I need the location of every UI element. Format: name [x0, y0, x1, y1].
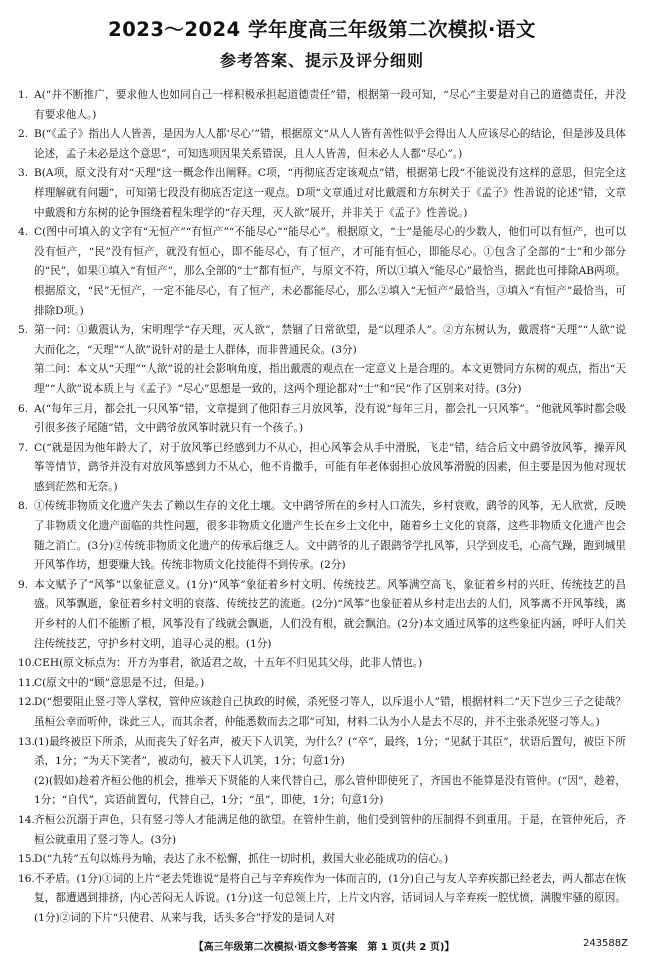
answer-item	[18, 674, 626, 694]
page-footer	[0, 938, 648, 953]
answer-body	[34, 223, 626, 321]
answer-body	[34, 674, 626, 694]
answer-text: (1)最终被臣下所杀，从而丧失了好名声，被天下人讥笑，为什么？(“卒”，最终，1分；“见弑于其臣”，状语后置句，被臣下所杀，1分；“为天下笑者”，被动句，被天下人讥笑，1分；句意1分)	[34, 735, 626, 768]
answer-number: 9.	[18, 578, 29, 591]
answer-body	[34, 86, 626, 125]
answer-text: ①传统非物质文化遗产失去了赖以生存的文化土壤。文中鹞爷所在的乡村人口流失，乡村衰败，鹞爷的风筝，无人欣赏，反映了非物质文化遗产面临的共性问题，很多非物质文化遗产生长在乡土文化中，随着乡土文化的衰落，这些非物质文化遗产也会随之消亡。(3分)②传统非物质文化遗产的传承后继乏人。文中鹞爷的儿子跟鹞爷学扎风筝，只学到皮毛，心高气躁，跑到城里开风筝作坊，想要赚大钱。传统非物质文化技能得不到传承。(2分)	[34, 500, 626, 572]
answer-body	[34, 576, 626, 654]
answer-body	[34, 811, 626, 850]
answer-item	[18, 223, 626, 321]
answer-body	[34, 497, 626, 575]
answer-item	[18, 400, 626, 439]
answer-number: 2.	[18, 128, 29, 141]
answer-text: C(图中可填入的文字有“无恒产”“有恒产”“不能尽心”“能尽心”。根据原文，“士”是能尽心的少数人，他们可以有恒产，也可以没有恒产，“民”没有恒产，就没有恒心，即不能尽心，有了恒产，才可能有恒心，即能尽心。①包含了全部的“士”和少部分的“民”，如果①填入“有恒产”，那么全部的“士”都有恒产，与原文不符，所以①填入“能尽心”最恰当，据此也可排除AB两项。根据原文，“民”无恒产，一定不能尽心，有了恒产，未必都能尽心，那么②填入“无恒产”最恰当，③填入“有恒产”最恰当，可排除D项。)	[34, 226, 626, 317]
answer-text: B(A项，原文没有对“天理”这一概念作出阐释。C项，“再彻底否定该观点”错，根据第七段“不能说没有这样的意思，但完全这样理解就有问题”，可知第七段没有彻底否定这一观点。D项“文章通过对比戴震和方东树关于《孟子》性善说的论述”错，文章中戴震和方东树的论争围绕着程朱理学的“存天理，灭人欲”展开，并非关于《孟子》性善说。)	[34, 167, 626, 219]
answer-item	[18, 321, 626, 399]
page-title: 2023～2024 学年度高三年级第二次模拟·语文	[108, 18, 536, 41]
answer-text: C(原文中的“顾”意思是不过，但是。)	[34, 676, 205, 689]
answer-body	[34, 321, 626, 399]
answer-item	[18, 850, 626, 870]
answer-number: 11.	[18, 676, 35, 689]
answer-item	[18, 654, 626, 674]
answer-number: 1.	[18, 89, 29, 101]
footer-code: 243588Z	[582, 938, 628, 949]
footer-page-info: 【高三年级第二次模拟·语文参考答案 第 1 页(共 2 页)】	[193, 942, 455, 953]
answer-text: C(“就是因为他年龄大了，对于放风筝已经感到力不从心，担心风筝会从手中滑脱，飞走”错，结合后文中鹞爷放风筝，操弄风筝等情节，鹞爷并没有对放风筝感到力不从心，他不肯撒手，可能有年老体弱担心放风筝滑脱的因素，但主要是因为他对现状感到茫然和无奈。)	[34, 441, 626, 493]
answer-body	[34, 400, 626, 439]
answer-body	[34, 870, 626, 929]
answer-text: 第一问：①戴震认为，宋明理学“存天理，灭人欲”，禁锢了日常欲望，是“以理杀人”。②方东树认为，戴震将“天理”“人欲”说大而化之，“天理”“人欲”说针对的是士人群体，而非普通民众。(3分)	[34, 324, 626, 356]
answer-body	[34, 125, 626, 164]
answer-number: 10.	[18, 657, 35, 670]
answer-text: 本文赋予了“风筝”以象征意义。(1分)“风筝”象征着乡村文明、传统技艺。风筝满空高飞，象征着乡村的兴旺、传统技艺的昌盛。风筝飘逝，象征着乡村文明的衰落、传统技艺的流逝。(2分)“风筝”也象征着从乡村走出去的人们，风筝离不开风筝线，离开乡村的人们不能断了根，风筝没有了线就会飘逝，人们没有根，就会飘泊。(2分)本文通过风筝的这些象征内涵，呼吁人们关注传统技艺，守护乡村文明，追寻心灵的根。(1分)	[34, 578, 626, 650]
answer-number: 5.	[18, 324, 29, 337]
answer-item	[18, 125, 626, 164]
answer-text: A(“每年三月，都会扎一只风筝”错，文章提到了他阳春三月放风筝，没有说“每年三月，都会扎一只风筝”。“他就风筝时都会吸引很多孩子尾随”错，文中鹞爷放风筝时就只有一个孩子。)	[34, 402, 626, 435]
answer-list	[18, 86, 626, 929]
answer-body	[34, 850, 626, 870]
answer-item	[18, 497, 626, 575]
answer-text: A(“并不断推广，要求他人也如同自己一样积极承担起道德责任”错，根据第一段可知，“尽心”主要是对自己的道德责任，并没有要求他人。)	[34, 89, 626, 121]
answer-number: 3.	[18, 167, 29, 180]
answer-text: CEH(原文标点为：开方为事君，欲适君之故，十五年不归见其父母，此非人情也。)	[34, 657, 423, 670]
answer-item	[18, 693, 626, 732]
page-subtitle: 参考答案、提示及评分细则	[219, 51, 424, 70]
answer-item	[18, 439, 626, 498]
answer-number: 8.	[18, 500, 29, 513]
answer-body	[34, 439, 626, 498]
answer-number: 12.	[18, 696, 35, 709]
answer-item	[18, 86, 626, 125]
answer-text: B(“《孟子》指出人人皆善，是因为人人都‘尽心’”错，根据原文“从人人皆有善性似乎会得出人人应该尽心的结论，但是涉及具体论述，孟子未必是这个意思”，可知选项因果关系错误，且人人皆善，但未必人人都“尽心”。)	[34, 128, 626, 160]
answer-text: 不矛盾。(1分)①词的上片“老去凭谁说”是将自己与辛弃疾作为一体而言的，(1分)自己与友人辛弃疾都已经老去，两人都志在恢复，都遭遇到排挤，内心苦闷无人诉说。(1分)这一句总领上片，上片文内容，话词词人与辛弃疾一腔忧愤，满腹牢骚的原因。(1分)②词的下片“只使君、从来与我，话头多合”抒发的是词人对	[34, 872, 626, 924]
answer-text: 齐桓公沉溺于声色，只有竖刁等人才能满足他的欲望。在管仲生前，他们受到管仲的压制得不到重用。于是，在管仲死后，齐桓公就重用了竖刁等人。(3分)	[34, 813, 626, 846]
answer-number: 15.	[18, 853, 35, 866]
answer-text: 第二问：本文从“天理”“人欲”说的社会影响角度，指出戴震的观点在一定意义上是合理的。本文更赞同方东树的观点，指出“天理”“人欲”说本质上与《孟子》“尽心”思想是一致的，这两个理论都对“士”和“民”作了区别来对待。(3分)	[34, 363, 626, 395]
answer-item	[18, 164, 626, 223]
answer-text: D(“想要阻止竖刁等人掌权，管仲应该趁自己执政的时候，杀死竖刁等人，以斥退小人”错，根据材料二“天下岂少三子之徒哉？虽桓公幸而听仲，诛此三人，而其余者，仲能悉数而去之耶”可知，材料二认为小人是去不尽的，并不主张杀死竖刁等人。)	[34, 696, 626, 728]
answer-item	[18, 870, 626, 929]
answer-number: 7.	[18, 441, 29, 454]
answer-number: 16.	[18, 872, 35, 885]
answer-number: 14.	[18, 813, 35, 826]
answer-item	[18, 733, 626, 811]
answer-number: 6.	[18, 402, 29, 415]
answer-text: (2)(假如)趁着齐桓公他的机会，推举天下贤能的人来代替自己，那么管仲即使死了，齐国也不能算是没有管仲。(“因”，趁着，1分；“自代”，宾语前置句，代替自己，1分；“虽”，即使，1分；句意1分)	[34, 774, 626, 807]
answer-item	[18, 576, 626, 654]
answer-item	[18, 811, 626, 850]
answer-body	[34, 164, 626, 223]
answer-body	[34, 733, 626, 811]
answer-number: 13.	[18, 735, 35, 748]
answer-body	[34, 693, 626, 732]
answer-body	[34, 654, 626, 674]
answer-number: 4.	[18, 226, 29, 239]
answer-text: D(“九转”五句以炼丹为喻，表达了永不松懈，抓住一切时机，救国大业必能成功的信心。)	[34, 853, 449, 866]
